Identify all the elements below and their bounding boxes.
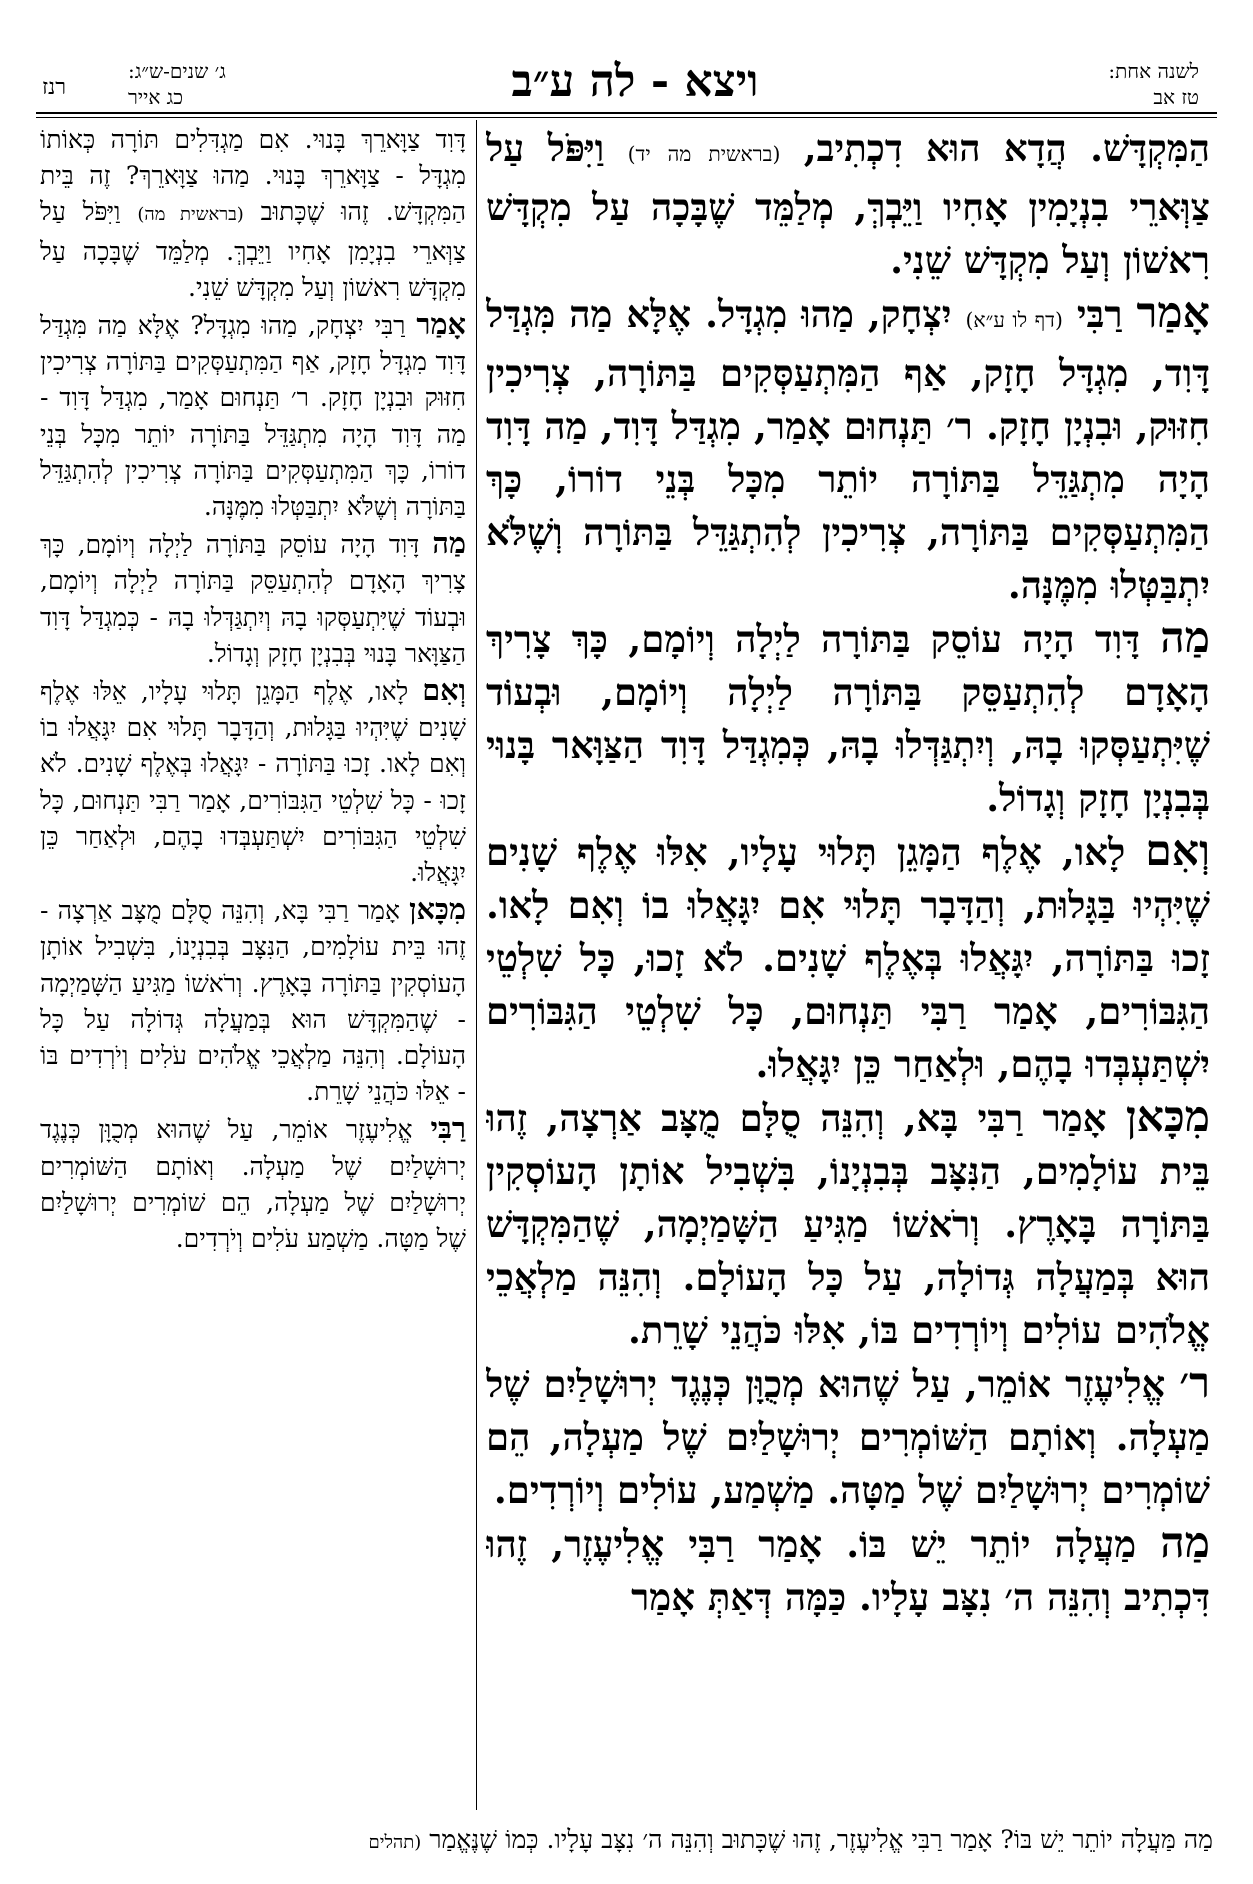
side-paragraph-6 <box>40 1110 466 1257</box>
main-paragraph-7 <box>486 1517 1210 1624</box>
side-p5-text: אָמַר רַבִּי בָּא, וְהִנֵּה סֻלָּם מֻצָּב אַרְצָה - זֶהוּ בֵּית עוֹלָמִים, הַנִּצָּב בְּבִנְיָנוֹ, בִּשְׁבִיל אוֹתָן הָעוֹסְקִין בַּתּוֹרָה בָּאָרֶץ. וְרֹאשׁוֹ מַגִּיעַ הַשָּׁמַיְמָה - שֶׁהַמִּקְדָּשׁ הוּא בְּמַעֲלָה גְּדוֹלָה עַל כָּל הָעוֹלָם. וְהִנֵּה מַלְאֲכֵי אֱלֹהִים עֹלִים וְיֹרְדִים בּוֹ - אֵלּוּ כֹּהֲנֵי שָׁרֵת. <box>40 896 466 1107</box>
main-paragraph-1 <box>486 122 1210 287</box>
side-p1-text-a: דָּוִד צַוָּארֵךְ בָּנוּי. אִם מַגְדִּלִים תּוֹרָה כְּאוֹתוֹ מִגְדָּל - צַוָּארֵךְ בָּנוּי. מַהוּ צַוָּארֵךְ? זֶה בֵּית הַמִּקְדָּשׁ. זֶהוּ שֶׁכָּתוּב <box>40 125 466 227</box>
page-title: ויצא - לה ע״ב <box>511 56 759 107</box>
main-p7-lead-word: מַה <box>1160 1518 1210 1568</box>
header-right-line1: לשנה אחת: <box>1108 59 1199 83</box>
header-rule-thin <box>36 117 1217 118</box>
side-p2-text: רַבִּי יִצְחָק, מַהוּ מִגְדָּל? אֶלָּא מַה מִּגְדַּל דָּוִד מִגְדָּל חָזָק, אַף הַמִּתְעַסְּקִים בַּתּוֹרָה צְרִיכִין חִזּוּק וּבִנְיָן חָזָק. ר׳ תַּנְחוּם אָמַר, מִגְדַּל דָּוִד - מַה דָּוִד הָיָה מִתְגַּדֵּל בַּתּוֹרָה יוֹתֵר מִכָּל בְּנֵי דוֹרוֹ, כָּךְ הַמִּתְעַסְּקִים בַּתּוֹרָה צְרִיכִין לְהִתְגַּדֵּל בַּתּוֹרָה וְשֶׁלֹּא יִתְבַּטְּלוּ מִמֶּנָּה. <box>40 311 466 522</box>
main-paragraph-5 <box>486 1091 1210 1357</box>
main-p3-text: דָּוִד הָיָה עוֹסֵק בַּתּוֹרָה לַיְלָה וְיוֹמָם, כָּךְ צָרִיךְ הָאָדָם לְהִתְעַסֵּק בַּתּוֹרָה לַיְלָה וְיוֹמָם, וּבְעוֹד שֶׁיִּתְעַסְּקוּ בָהּ, וְיִתְגַּדְּלוּ בָהּ, כְּמִגְדַּל דָּוִד הַצַּוָּאר בָּנוּי בְּבִנְיָן חָזָק וְגָדוֹל. <box>486 617 1210 820</box>
main-paragraph-4 <box>486 825 1210 1091</box>
main-p2-lead-word: אָמַר <box>1136 288 1210 338</box>
main-p6-text: אֱלִיעֶזֶר אוֹמֵר, עַל שֶׁהוּא מְכֻוָּן כְּנֶגֶד יְרוּשָׁלַיִם שֶׁל מַעְלָה. וְאוֹתָם הַשּׁוֹמְרִים יְרוּשָׁלַיִם שֶׁל מַעְלָה, הֵם שׁוֹמְרִים יְרוּשָׁלַיִם שֶׁל מַטָּה. מַשְׁמַע, עוֹלִים וְיוֹרְדִים. <box>486 1362 1210 1512</box>
side-paragraph-4 <box>40 672 466 891</box>
side-p5-lead-word: מִכָּאן <box>409 892 466 927</box>
main-p1-citation: (בראשית מה יד) <box>627 142 781 166</box>
footer-citation: (תהלים <box>368 1832 422 1853</box>
footer-text: מַה מַּעֲלָה יוֹתֵר יֵשׁ בּוֹ? אָמַר רַבִּי אֱלִיעֶזֶר, זֶהוּ שֶׁכָּתוּב וְהִנֵּה ה׳ נִצָּב עָלָיו. כְּמוֹ שֶׁנֶּאֱמַר <box>429 1825 1213 1854</box>
main-p2-citation: (דף לו ע״א) <box>965 308 1063 332</box>
main-p4-lead-word: וְאִם <box>1145 826 1210 876</box>
side-p4-lead-word: וְאִם <box>422 673 466 708</box>
main-paragraph-3 <box>486 612 1210 825</box>
side-p1-citation: (בראשית מה) <box>137 204 244 226</box>
main-paragraph-6 <box>486 1357 1210 1517</box>
footer-continuation-line <box>36 1820 1213 1864</box>
main-p2-text-b: יִצְחָק, מַהוּ מִגְדָּל. אֶלָּא מַה מִּגְדַּל דָּוִד, מִגְדָּל חָזָק, אַף הַמִּתְעַסְּקִים בַּתּוֹרָה, צְרִיכִין חִזּוּק, וּבִנְיָן חָזָק. ר׳ תַּנְחוּם אָמַר, מִגְדַּל דָּוִד, מַה דָּוִד הָיָה מִתְגַּדֵּל בַּתּוֹרָה יוֹתֵר מִכָּל בְּנֵי דוֹרוֹ, כָּךְ הַמִּתְעַסְּקִים בַּתּוֹרָה, צְרִיכִין לְהִתְגַּדֵּל בַּתּוֹרָה וְשֶׁלֹּא יִתְבַּטְּלוּ מִמֶּנָּה. <box>486 292 1210 607</box>
main-p1-text-a: הַמִּקְדָּשׁ. הֲדָא הוּא דִכְתִיב, <box>803 126 1210 170</box>
column-divider <box>476 120 477 1810</box>
main-p3-lead-word: מַה <box>1160 613 1210 663</box>
main-p5-lead-word: מִכָּאן <box>1125 1092 1210 1142</box>
header-left-line1: ג׳ שנים-ש״ג: <box>128 59 226 83</box>
header-left-reading-schedule <box>128 58 348 114</box>
main-paragraph-2 <box>486 287 1210 612</box>
header-right-line2: טז אב <box>1153 85 1199 109</box>
main-p4-text: לָאו, אֶלֶף הַמָּגֵן תָּלוּי עָלָיו, אִלּוּ אֶלֶף שָׁנִים שֶׁיִּהְיוּ בַּגָּלוּת, וְהַדָּבָר תָּלוּי אִם יִגָּאֲלוּ בוֹ וְאִם לָאו. זָכוּ בַּתּוֹרָה, יִגָּאֲלוּ בְּאֶלֶף שָׁנִים. לֹא זָכוּ, כָּל שִׁלְטֵי הַגִּבּוֹרִים, אָמַר רַבִּי תַּנְחוּם, כָּל שִׁלְטֵי הַגִּבּוֹרִים יִשְׁתַּעְבְּדוּ בָהֶם, וּלְאַחַר כֵּן יִגָּאֲלוּ. <box>486 830 1210 1086</box>
side-paragraph-3 <box>40 525 466 672</box>
main-p7-text: מַעֲלָה יוֹתֵר יֵשׁ בּוֹ. אָמַר רַבִּי אֱלִיעֶזֶר, זֶהוּ דִּכְתִיב וְהִנֵּה ה׳ נִצָּב עָלָיו. כַּמָּה דְּאַתְּ אָמַר <box>486 1522 1210 1619</box>
side-p2-lead-word: אָמַר <box>416 307 466 342</box>
side-p1-text-b: וַיִּפֹּל עַל צַוְּארֵי בִנְיָמִן אָחִיו וַיֵּבְךְּ. מְלַמֵּד שֶׁבָּכָה עַל מִקְדָּשׁ רִאשׁוֹן וְעַל מִקְדָּשׁ שֵׁנִי. <box>40 197 466 302</box>
main-p2-text-a: רַבִּי <box>1076 292 1123 336</box>
side-p6-lead-word: רַבִּי <box>430 1111 466 1146</box>
header-left-line2: כג אייר <box>128 85 184 109</box>
main-text-column <box>486 122 1210 1810</box>
side-p6-text: אֱלִיעֶזֶר אוֹמֵר, עַל שֶׁהוּא מְכֻוָּן כְּנֶגֶד יְרוּשָׁלַיִם שֶׁל מַעְלָה. וְאוֹתָם הַשּׁוֹמְרִים יְרוּשָׁלַיִם שֶׁל מַעְלָה, הֵם שׁוֹמְרִים יְרוּשָׁלַיִם שֶׁל מַטָּה. מַשְׁמַע עֹלִים וְיֹרְדִים. <box>40 1115 466 1254</box>
main-p1-text-b: וַיִּפֹּל עַל צַוְּארֵי בִנְיָמִין אָחִיו וַיֵּבְךְּ, מְלַמֵּד שֶׁבָּכָה עַל מִקְדָּשׁ רִאשׁוֹן וְעַל מִקְדָּשׁ שֵׁנִי. <box>486 126 1210 282</box>
side-paragraph-2 <box>40 306 466 525</box>
side-text-column <box>40 122 466 1812</box>
side-p4-text: לָאו, אֶלֶף הַמָּגֵן תָּלוּי עָלָיו, אֵלּוּ אֶלֶף שָׁנִים שֶׁיִּהְיוּ בַּגָּלוּת, וְהַדָּבָר תָּלוּי אִם יִגָּאֲלוּ בוֹ וְאִם לָאו. זָכוּ בַּתּוֹרָה - יִגָּאֲלוּ בְּאֶלֶף שָׁנִים. לֹא זָכוּ - כָּל שִׁלְטֵי הַגִּבּוֹרִים, אָמַר רַבִּי תַּנְחוּם, כָּל שִׁלְטֵי הַגִּבּוֹרִים יִשְׁתַּעְבְּדוּ בָהֶם, וּלְאַחַר כֵּן יִגָּאֲלוּ. <box>40 677 466 888</box>
side-p3-text: דָּוִד הָיָה עוֹסֵק בַּתּוֹרָה לַיְלָה וְיוֹמָם, כָּךְ צָרִיךְ הָאָדָם לְהִתְעַסֵּק בַּתּוֹרָה לַיְלָה וְיוֹמָם, וּבְעוֹד שֶׁיִּתְעַסְּקוּ בָהּ וְיִתְגַּדְּלוּ בָהּ - כְּמִגְדַּל דָּוִד הַצַּוָּאר בָּנוּי בְּבִנְיָן חָזָק וְגָדוֹל. <box>40 530 466 668</box>
side-p3-lead-word: מַה <box>432 526 466 561</box>
main-p6-lead-word: ר׳ <box>1179 1358 1210 1408</box>
header-rule <box>36 112 1217 114</box>
page-number: רנז <box>42 75 67 100</box>
main-p5-text: אָמַר רַבִּי בָּא, וְהִנֵּה סֻלָּם מֻצָּב אַרְצָה, זֶהוּ בֵּית עוֹלָמִים, הַנִּצָּב בְּבִנְיָנוֹ, בִּשְׁבִיל אוֹתָן הָעוֹסְקִין בַּתּוֹרָה בָּאָרֶץ. וְרֹאשׁוֹ מַגִּיעַ הַשָּׁמַיְמָה, שֶׁהַמִּקְדָּשׁ הוּא בְּמַעֲלָה גְּדוֹלָה, עַל כָּל הָעוֹלָם. וְהִנֵּה מַלְאֲכֵי אֱלֹהִים עוֹלִים וְיוֹרְדִים בּוֹ, אִלּוּ כֹּהֲנֵי שָׁרֵת. <box>486 1096 1210 1352</box>
header-right-reading-schedule <box>949 58 1199 114</box>
side-paragraph-5 <box>40 891 466 1110</box>
side-paragraph-1 <box>40 122 466 306</box>
